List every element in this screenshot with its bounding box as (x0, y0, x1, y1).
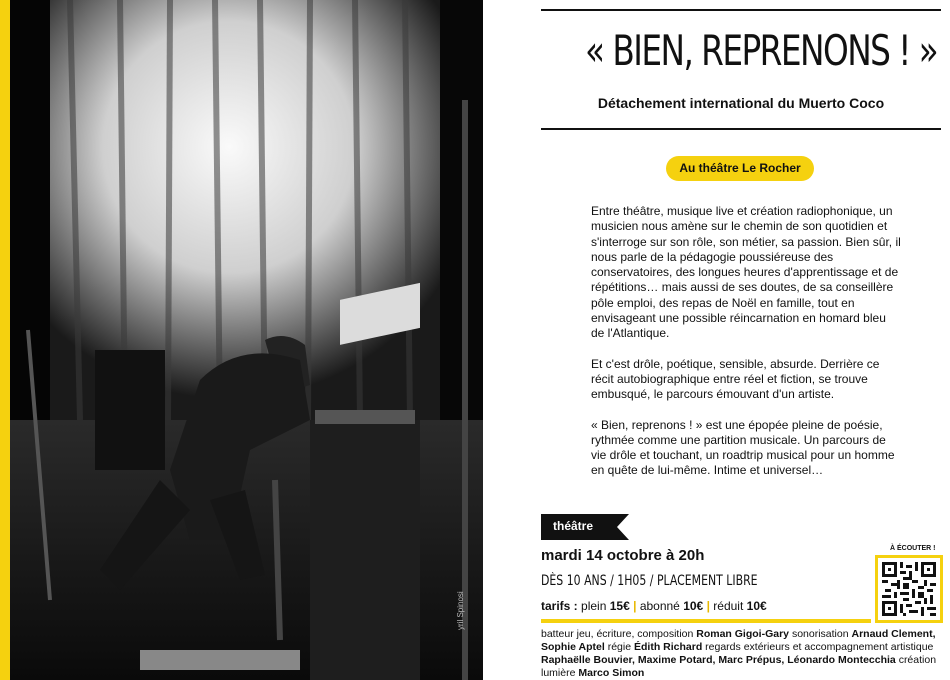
credits (541, 628, 946, 680)
qr-code-icon (882, 562, 936, 616)
price-full-label: plein (581, 599, 607, 613)
pricing (541, 599, 767, 613)
price-subscriber-label: abonné (639, 599, 680, 613)
category-tag (541, 514, 629, 540)
photo-credit: yril Spinosi (456, 591, 465, 630)
credit-role: batteur jeu, écriture, composition (541, 628, 694, 640)
credit-role: création lumière (541, 654, 937, 679)
price-separator: | (633, 599, 637, 613)
pricing-label: tarifs : (541, 599, 578, 613)
show-subtitle: Détachement international du Muerto Coco (597, 95, 885, 111)
price-reduced-label: réduit (713, 599, 744, 613)
credit-name: Marco Simon (578, 667, 645, 679)
price-full: 15€ (609, 599, 630, 613)
credit-name: Roman Gigoi-Gary (696, 628, 790, 640)
title-rule (541, 128, 941, 130)
price-reduced: 10€ (746, 599, 767, 613)
credit-name: Raphaëlle Bouvier, Maxime Potard, Marc Prépus, Léonardo Montecchia (541, 654, 896, 666)
stage-photo (10, 0, 483, 680)
show-date: mardi 14 octobre à 20h (541, 547, 705, 564)
credit-name: Édith Richard (633, 641, 703, 653)
credit-role: sonorisation (791, 628, 849, 640)
qr-code[interactable] (875, 555, 943, 623)
credit-role: regards extérieurs et accompagnement artistique (705, 641, 934, 653)
venue-badge: Au théâtre Le Rocher (666, 156, 814, 181)
stage-photo-illustration (10, 0, 483, 680)
top-rule (541, 9, 941, 11)
qr-label: À ÉCOUTER ! (890, 545, 936, 552)
description-paragraph: Entre théâtre, musique live et création radiophonique, un musicien nous amène sur le chemin de son quotidien et s'interroge sur son rôle, son métier, sa passion. Bien sûr, il nous parle de la pédagogie poussiéreuse des conservatoires, des longues heures d'apprentissage et de répétitions… mais aussi de ses doutes, de sa conseillère pôle emploi, des repas de Noël en famille, tout en envisageant une possible réincarnation en homard bleu de l'Atlantique. (591, 204, 901, 341)
description-paragraph: Et c'est drôle, poétique, sensible, absurde. Derrière ce récit autobiographique entre réel et fiction, se trouve embusqué, le parcours émouvant d'un artiste. (591, 356, 880, 402)
price-subscriber: 10€ (683, 599, 704, 613)
pricing-rule (541, 619, 871, 623)
credit-name: Sophie Aptel (541, 641, 605, 653)
show-title: « BIEN, REPRENONS ! » (585, 26, 938, 75)
category-label: théâtre (553, 519, 594, 533)
show-info: DÈS 10 ANS / 1H05 / PLACEMENT LIBRE (541, 573, 758, 589)
price-separator: | (706, 599, 710, 613)
credit-name: Arnaud Clement, (851, 628, 936, 640)
credit-role: régie (607, 641, 632, 653)
description (591, 204, 901, 494)
description-paragraph: « Bien, reprenons ! » est une épopée pleine de poésie, rythmée comme une partition musicale. Un parcours de vie drôle et touchant, un roadtrip musical pour un homme en quête de lui-même. Intime et universel… (591, 417, 895, 478)
yellow-side-bar (0, 0, 10, 680)
